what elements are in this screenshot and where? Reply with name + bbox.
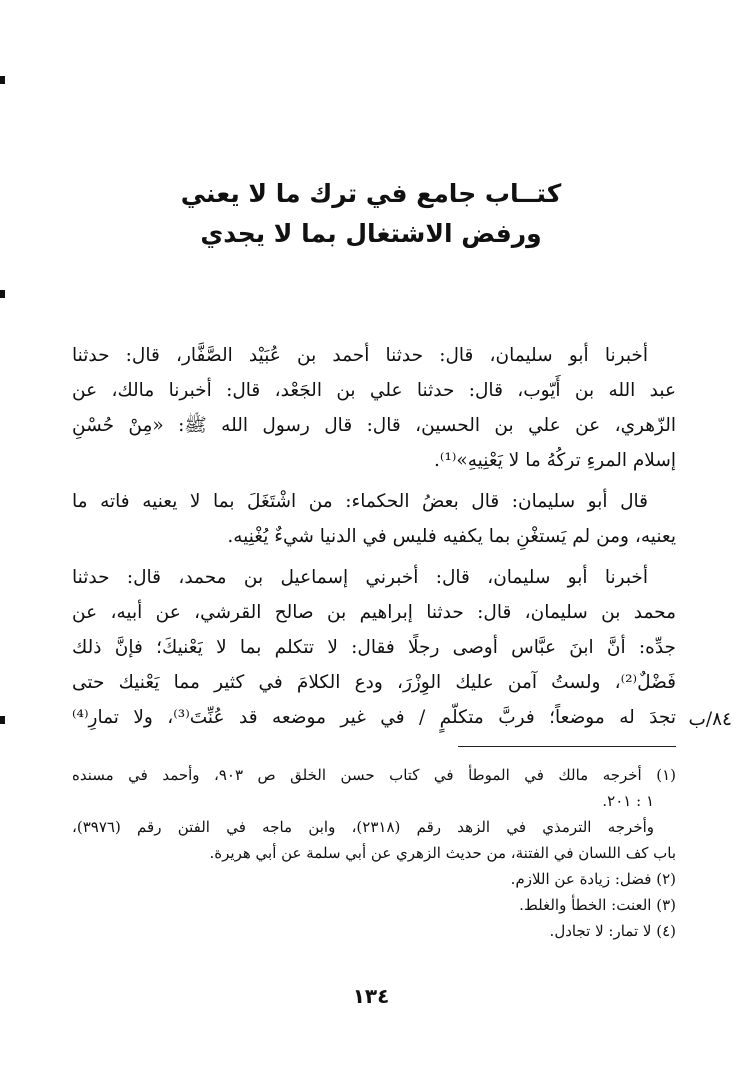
text-line: فَضْلٌ⁽²⁾، ولستُ آمن عليك الوِزْرَ، ودع الكلامَ في كثير مما يَعْنيك حتى — [72, 672, 676, 693]
main-text — [72, 338, 676, 735]
text-line: الزّهري، عن علي بن الحسين، قال: قال رسول الله ﷺ: «مِنْ حُسْنِ — [72, 415, 676, 436]
scan-edge-mark — [0, 716, 5, 724]
scan-edge-mark — [0, 290, 5, 298]
footnote-line: باب كف اللسان في الفتنة، من حديث الزهري عن أبي سلمة عن أبي هريرة. — [209, 844, 676, 862]
paragraph — [72, 560, 676, 735]
footnote-line: (٢) فضل: زيادة عن اللازم. — [510, 870, 676, 888]
paragraph — [72, 338, 676, 478]
text-line: يعنيه، ومن لم يَستغْنِ بما يكفيه فليس في الدنيا شيءٌ يُغْنِيه. — [227, 526, 676, 547]
page-number: ١٣٤ — [352, 984, 390, 1008]
chapter-title-line-1: كتــاب جامع في ترك ما لا يعني — [180, 179, 562, 208]
text-line: أخبرنا أبو سليمان، قال: أخبرني إسماعيل بن محمد، قال: حدثنا — [72, 567, 648, 588]
text-line: جدِّه: أنَّ ابنَ عبَّاس أوصى رجلًا فقال: لا تتكلم بما لا يَعْنيكَ؛ فإنَّ ذلك — [72, 637, 676, 658]
text-line: تجدَ له موضعاً؛ فربَّ متكلّمٍ / في غير موضعه قد عُنِّتَ⁽³⁾، ولا تمارِ⁽⁴⁾ — [72, 707, 676, 728]
chapter-title-line-2: ورفض الاشتغال بما لا يجدي — [200, 219, 542, 248]
text-line: محمد بن سليمان، قال: حدثنا إبراهيم بن صالح القرشي، عن أبيه، عن — [72, 602, 676, 623]
footnote-line: (١) أخرجه مالك في الموطأ في كتاب حسن الخلق ص ٩٠٣، وأحمد في مسنده — [72, 766, 676, 784]
text-line: عبد الله بن أَيّوب، قال: حدثنا علي بن الجَعْد، قال: أخبرنا مالك، عن — [72, 380, 676, 401]
footnote-line: وأخرجه الترمذي في الزهد رقم (٢٣١٨)، وابن ماجه في الفتن رقم (٣٩٧٦)، — [72, 818, 654, 836]
manuscript-folio-marker: ٨٤/ب — [688, 709, 732, 730]
footnote-separator — [458, 746, 676, 747]
text-line: قال أبو سليمان: قال بعضُ الحكماء: من اشْتَغَلَ بما لا يعنيه فاته ما — [72, 491, 648, 512]
footnote-line: (٣) العنت: الخطأ والغلط. — [519, 896, 676, 914]
footnotes — [72, 762, 676, 944]
text-line: أخبرنا أبو سليمان، قال: حدثنا أحمد بن عُبَيْد الصَّفَّار، قال: حدثنا — [72, 345, 648, 366]
text-line: إسلام المرءِ تركُهُ ما لا يَعْنِيهِ»⁽¹⁾. — [434, 450, 676, 471]
footnote-line: (٤) لا تمار: لا تجادل. — [549, 922, 676, 940]
scan-edge-mark — [0, 76, 5, 84]
paragraph — [72, 484, 676, 554]
footnote-line: ١ : ٢٠١. — [602, 792, 654, 810]
